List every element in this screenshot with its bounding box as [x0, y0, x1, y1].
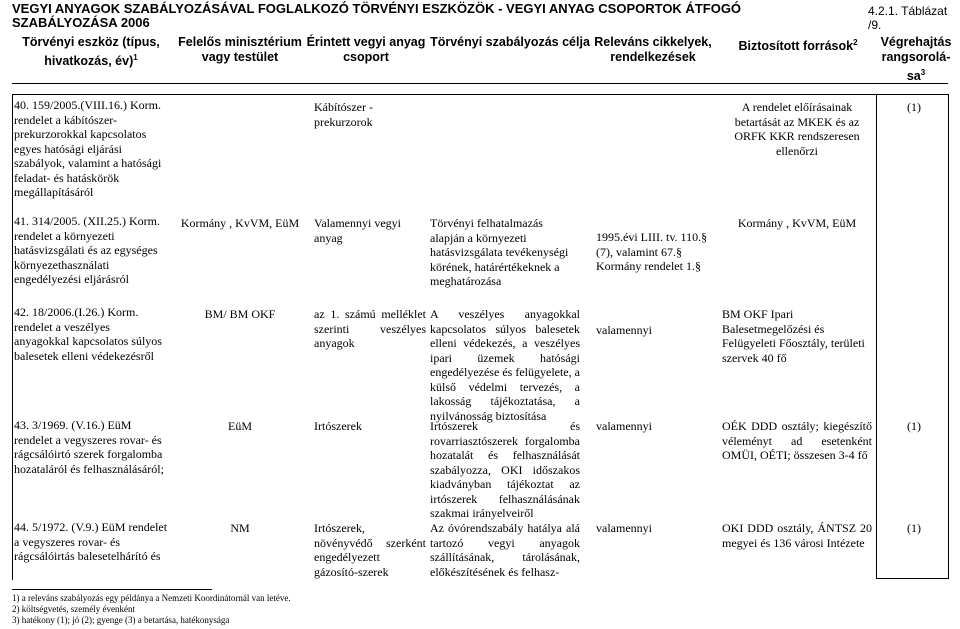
header-top-rule — [12, 83, 948, 84]
table-row-43-purpose: Irtószerek és rovarriasztószerek forgalomba hozatalát és felhasználását szabályozza, OKI időszakos kiadványban tájékoztat az irtószerek felhasználásának szakmai irányelveiről — [430, 419, 580, 520]
title-row — [12, 2, 952, 32]
table-row-40-resources: A rendelet előírásainak betartását az MKEK és az ORFK KKR rendszeresen ellenőrzi — [734, 100, 860, 158]
column-header-ministry: Felelős minisztérium vagy testület — [178, 35, 302, 64]
footnote-1: 1) a releváns szabályozás egy példánya a Nemzeti Koordinátornál van letéve. — [12, 593, 291, 603]
table-row-40-group: Kábítószer - prekurzorok — [314, 100, 373, 129]
table-row-43-articles: valamennyi — [596, 419, 652, 433]
column-header-priority: Végrehajtás rangsorolá-$sa^3$ — [880, 35, 952, 84]
table-row-41-instrument: 41. 314/2005. (XII.25.) Korm. rendelet a környezeti hatásvizsgálati és az egységes környezethasználati engedélyezési eljárásról — [14, 214, 160, 286]
column-header-resources: Biztosított források$^2$ — [738, 38, 858, 54]
table-row-43-resources: OÉK DDD osztály; kiegészítő véleményt ad esetenként OMÜI, OÉTI; összesen 3-4 fő — [722, 419, 872, 462]
table-row-44-priority: (1) — [907, 521, 921, 535]
table-row-42-ministry: BM/ BM OKF — [204, 307, 276, 321]
table-row-41-group: Valamennyi vegyi anyag — [314, 216, 401, 245]
footnote-3: 3) hatékony (1); jó (2); gyenge (3) a betartása, hatékonysága — [12, 615, 230, 625]
table-row-41-purpose: Törvényi felhatalmazás alapján a környezeti hatásvizsgálata tevékenységi körének, határértékeknek a meghatározása — [430, 216, 569, 288]
footnote-marker-2: 2 — [853, 38, 858, 47]
table-row-42-group: az 1. számú melléklet szerinti veszélyes anyagok — [314, 307, 426, 350]
table-row-42-articles: valamennyi — [596, 323, 652, 337]
table-row-42-instrument: 42. 18/2006.(I.26.) Korm. rendelet a veszélyes anyagokkal kapcsolatos súlyos balesetek elleni védekezésről — [14, 305, 162, 363]
table-row-44-group: Irtószerek, növényvédő szerként engedélyezett gázosító-szerek — [314, 521, 426, 579]
column-header-instrument: Törvényi eszköz (típus, hivatkozás, év)$^1$ — [22, 35, 160, 69]
table-row-43-ministry: EüM — [228, 419, 252, 433]
column-header-group: Érintett vegyi anyag csoport — [306, 35, 426, 64]
footnote-marker-3: 3 — [920, 68, 926, 77]
table-row-40-instrument: 40. 159/2005.(VIII.16.) Korm. rendelet a kábítószer-prekurzorokkal kapcsolatos egyes hatósági eljárási szabályok, valamint a hatósági feladat- és hatáskörök megállapításáról — [14, 98, 162, 199]
table-row-44-ministry: NM — [230, 521, 250, 535]
table-right-rule — [948, 94, 949, 579]
table-reference: 4.2.1. Táblázat /9. — [868, 4, 948, 32]
table-row-43-group: Irtószerek — [314, 419, 362, 433]
table-row-44-instrument: 44. 5/1972. (V.9.) EüM rendelet a vegyszeres rovar- és rágcsálóirtás balesetelhárító és — [14, 520, 168, 563]
table-row-41-resources: Kormány , KvVM, EüM — [737, 216, 857, 230]
priority-column-rule — [876, 94, 877, 579]
table-top-rule — [12, 94, 948, 95]
document-title: VEGYI ANYAGOK SZABÁLYOZÁSÁVAL FOGLALKOZÓ TÖRVÉNYI ESZKÖZÖK - VEGYI ANYAG CSOPORTOK ÁTFOGÓ SZABÁLYOZÁSA 2006 — [12, 1, 742, 30]
table-row-41-articles: 1995.évi LIII. tv. 110.§ (7), valamint 67.§ Kormány rendelet 1.§ — [596, 230, 708, 273]
column-header-purpose: Törvényi szabályozás célja — [430, 35, 590, 49]
table-row-44-purpose: Az óvórendszabály hatálya alá tartozó vegyi anyagok szállításának, tárolásának, előkészítésének és felhasz- — [430, 521, 580, 579]
footnote-2: 2) költségvetés, személy évenként — [12, 604, 135, 614]
table-row-43-priority: (1) — [907, 419, 921, 433]
column-header-articles: Releváns cikkelyek, rendelkezések — [594, 35, 712, 64]
table-left-rule — [12, 94, 13, 580]
footnote-separator — [12, 589, 212, 590]
footnotes — [12, 593, 291, 626]
table-row-42-resources: BM OKF Ipari Balesetmegelőzési és Felügyeleti Főosztály, területi szervek 40 fő — [722, 307, 865, 365]
priority-bottom-rule — [876, 578, 948, 579]
table-row-42-purpose: A veszélyes anyagokkal kapcsolatos súlyos balesetek elleni védekezés, a veszélyes ipari üzemek hatósági engedélyezése és felügyelete, a külső védelmi tervezés, a lakosság tájékoztatása, a nyilvánosság biztosítása — [430, 307, 580, 423]
table-row-44-articles: valamennyi — [596, 521, 652, 535]
footnote-marker-1: 1 — [133, 53, 138, 62]
table-row-44-resources: OKI DDD osztály, ÁNTSZ 20 megyei és 136 városi Intézete — [722, 521, 872, 550]
table-row-41-ministry: Kormány , KvVM, EüM — [180, 216, 300, 230]
table-row-43-instrument: 43. 3/1969. (V.16.) EüM rendelet a vegyszeres rovar- és rágcsálóirtó szerek forgalomba hozataláról és felhasználásáról; — [14, 418, 164, 476]
table-row-40-priority: (1) — [907, 100, 921, 114]
